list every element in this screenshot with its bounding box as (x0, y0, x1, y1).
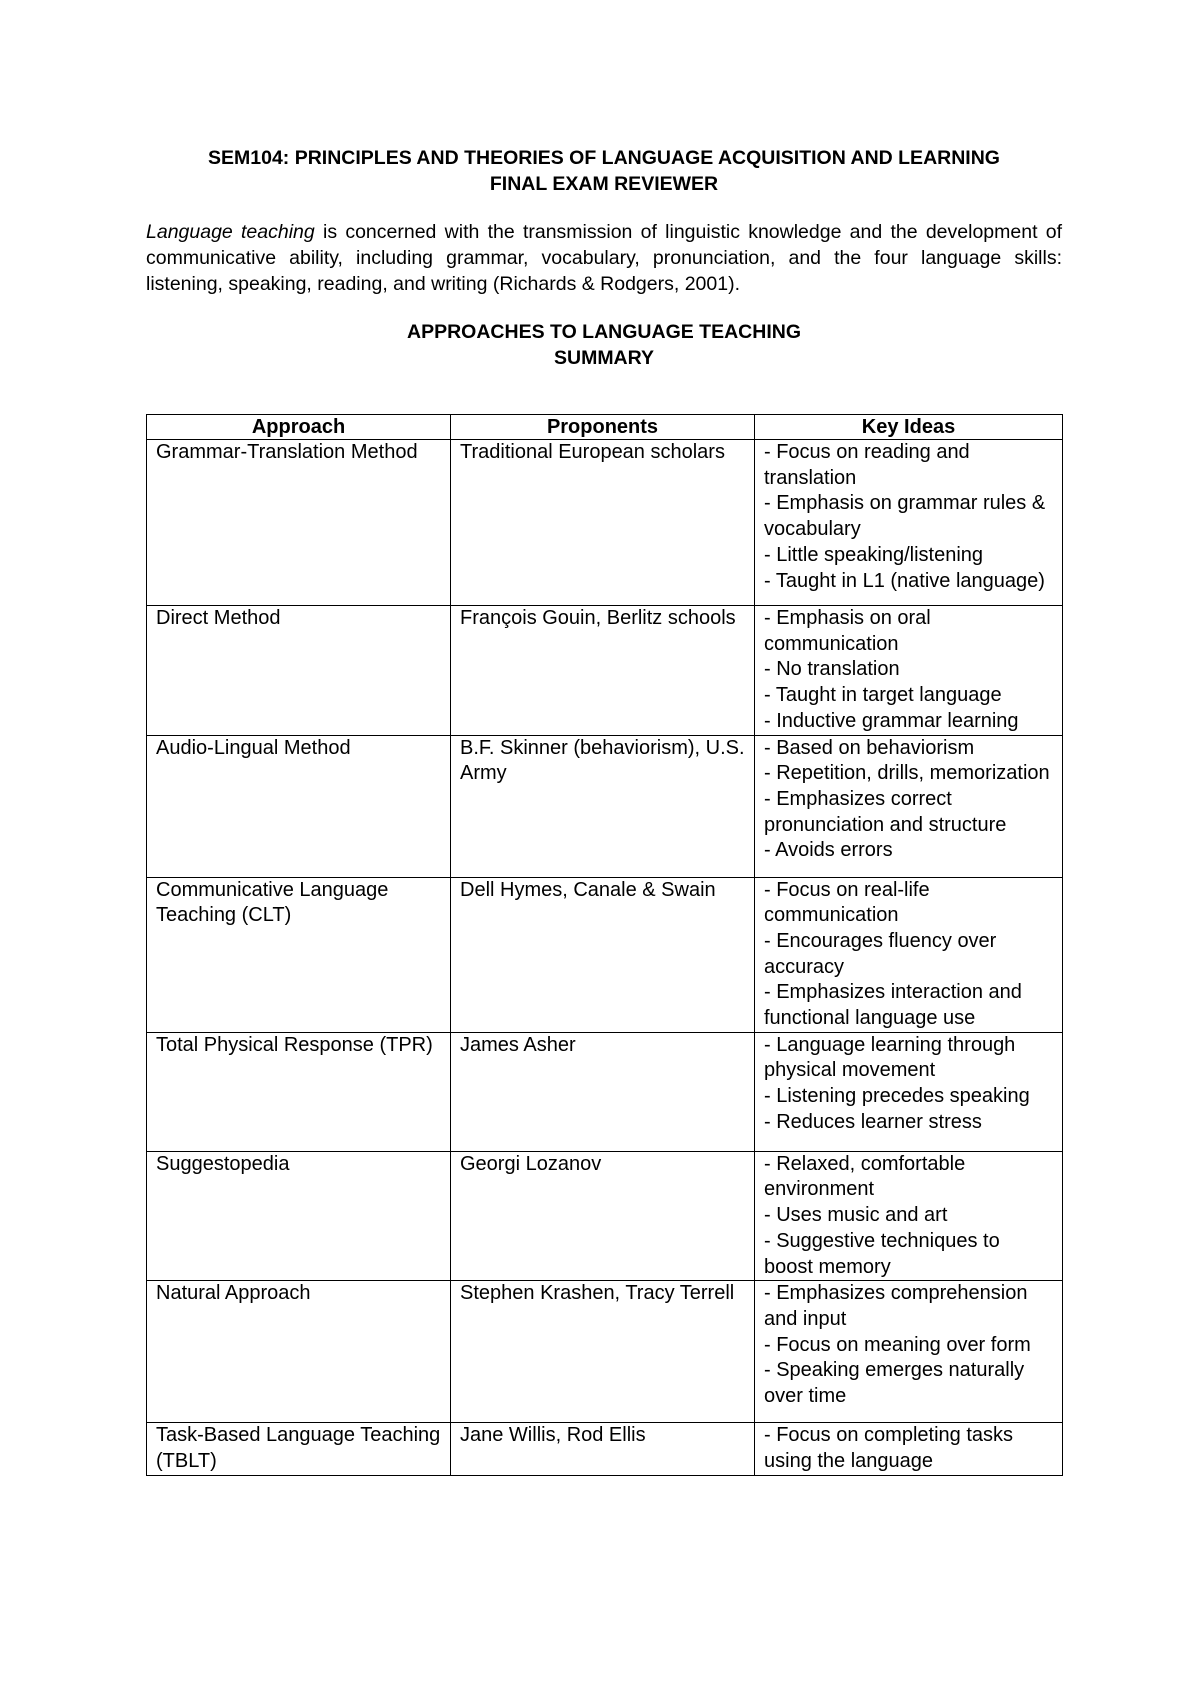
table-row (147, 735, 1063, 877)
table-row (147, 1423, 1063, 1475)
cell-key-ideas: - Relaxed, comfortable environment - Uses music and art - Suggestive techniques to boost memory (755, 1151, 1063, 1281)
cell-proponents: François Gouin, Berlitz schools (451, 606, 755, 736)
cell-proponents: Dell Hymes, Canale & Swain (451, 877, 755, 1032)
table-row (147, 1032, 1063, 1151)
header-approach: Approach (147, 415, 451, 440)
table-row (147, 1281, 1063, 1423)
section-title (146, 319, 1062, 371)
cell-approach: Total Physical Response (TPR) (147, 1032, 451, 1151)
header-proponents: Proponents (451, 415, 755, 440)
cell-approach: Suggestopedia (147, 1151, 451, 1281)
cell-key-ideas: - Focus on reading and translation - Emphasis on grammar rules & vocabulary - Little speaking/listening - Taught in L1 (native language) (755, 440, 1063, 606)
cell-proponents: James Asher (451, 1032, 755, 1151)
table-row (147, 440, 1063, 606)
cell-key-ideas: - Focus on real-life communication - Encourages fluency over accuracy - Emphasizes interaction and functional language use (755, 877, 1063, 1032)
cell-key-ideas: - Emphasizes comprehension and input - Focus on meaning over form - Speaking emerges naturally over time (755, 1281, 1063, 1423)
cell-key-ideas: - Language learning through physical movement - Listening precedes speaking - Reduces learner stress (755, 1032, 1063, 1151)
table-row (147, 1151, 1063, 1281)
cell-key-ideas: - Focus on completing tasks using the language (755, 1423, 1063, 1475)
cell-proponents: Jane Willis, Rod Ellis (451, 1423, 755, 1475)
table-header-row (147, 415, 1063, 440)
cell-approach: Task-Based Language Teaching (TBLT) (147, 1423, 451, 1475)
approaches-table (146, 414, 1063, 1476)
title-line-2: FINAL EXAM REVIEWER (489, 173, 719, 195)
intro-term: Language teaching (146, 221, 315, 243)
cell-proponents: Georgi Lozanov (451, 1151, 755, 1281)
header-key-ideas: Key Ideas (755, 415, 1063, 440)
intro-paragraph (146, 219, 1062, 297)
intro-text: is concerned with the transmission of linguistic knowledge and the development of communicative ability, including grammar, vocabulary, pronunciation, and the four language skills: listening, speaking, reading, and writing (Richards & Rodgers, 2001). (146, 221, 1062, 295)
cell-key-ideas: - Emphasis on oral communication - No translation - Taught in target language - Inductive grammar learning (755, 606, 1063, 736)
cell-proponents: B.F. Skinner (behaviorism), U.S. Army (451, 735, 755, 877)
cell-approach: Natural Approach (147, 1281, 451, 1423)
cell-approach: Direct Method (147, 606, 451, 736)
document-title (146, 145, 1062, 197)
section-title-line-2: SUMMARY (553, 347, 655, 369)
cell-proponents: Traditional European scholars (451, 440, 755, 606)
title-line-1: SEM104: PRINCIPLES AND THEORIES OF LANGUAGE ACQUISITION AND LEARNING (208, 147, 1000, 169)
section-title-line-1: APPROACHES TO LANGUAGE TEACHING (407, 321, 801, 343)
table-row (147, 877, 1063, 1032)
cell-proponents: Stephen Krashen, Tracy Terrell (451, 1281, 755, 1423)
cell-key-ideas: - Based on behaviorism - Repetition, drills, memorization - Emphasizes correct pronunciation and structure - Avoids errors (755, 735, 1063, 877)
table-row (147, 606, 1063, 736)
cell-approach: Audio-Lingual Method (147, 735, 451, 877)
document-page (146, 145, 1062, 1472)
cell-approach: Communicative Language Teaching (CLT) (147, 877, 451, 1032)
cell-approach: Grammar-Translation Method (147, 440, 451, 606)
